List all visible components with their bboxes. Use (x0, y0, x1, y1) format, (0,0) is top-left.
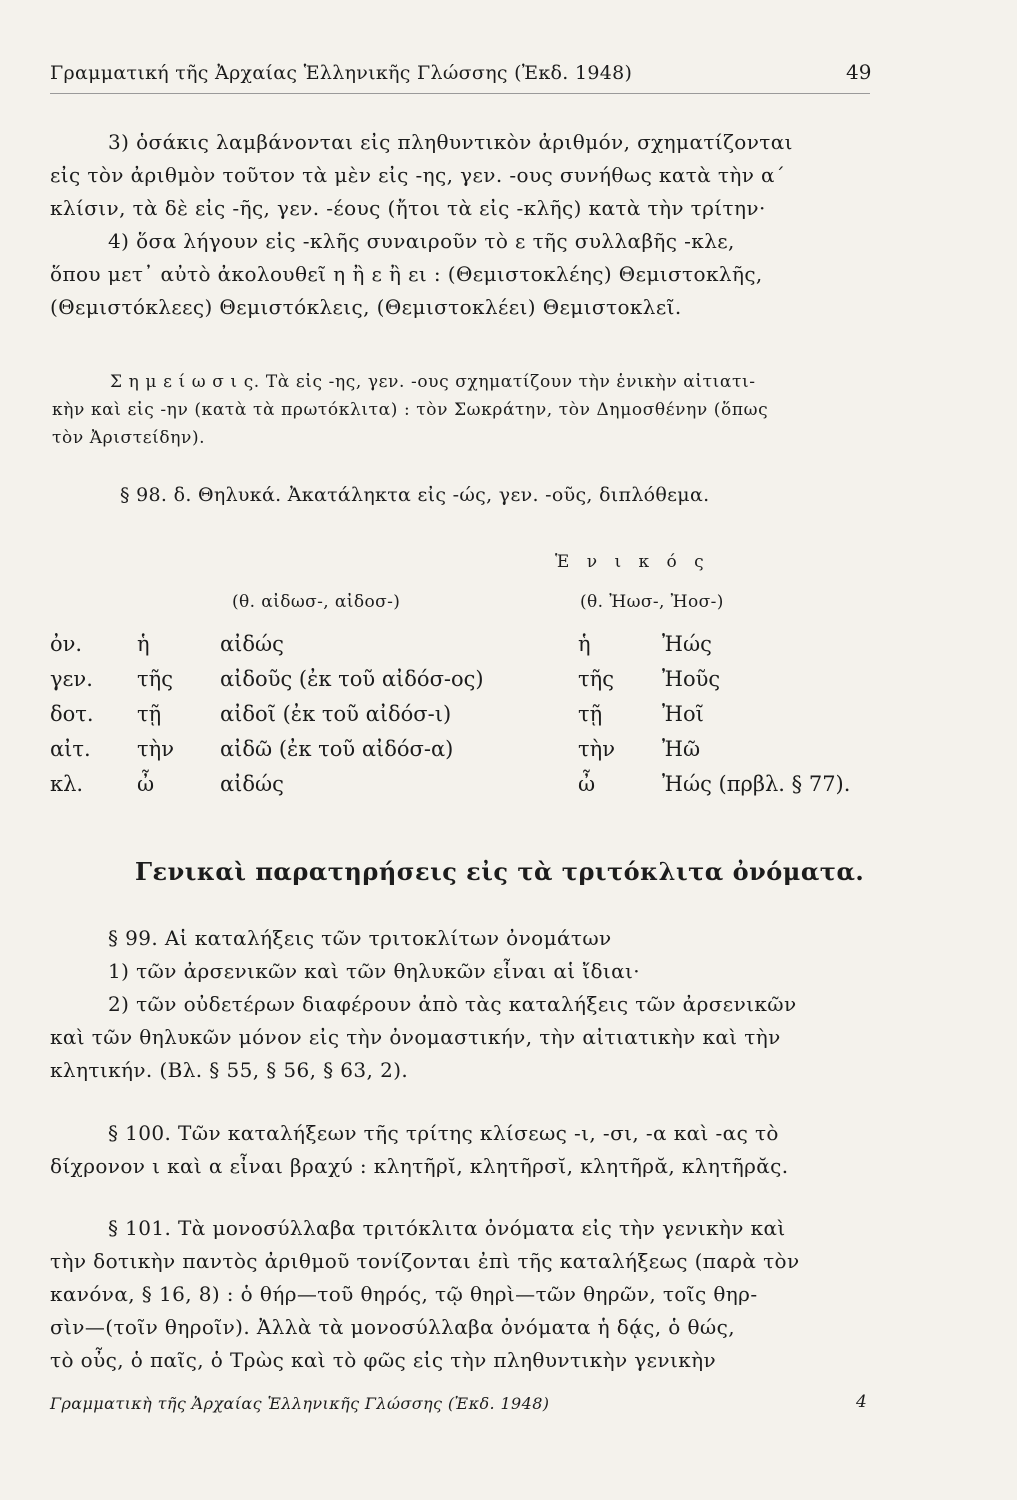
article: ὦ (578, 772, 596, 796)
text-line: δίχρονον ι καὶ α εἶναι βραχύ : κλητῆρῐ, κλητῆρσῐ, κλητῆρᾰ, κλητῆρᾰς. (50, 1154, 789, 1178)
stem-right: (θ. Ἠωσ-, Ἠοσ-) (580, 592, 724, 612)
form: αἰδοῖ (ἐκ τοῦ αἰδόσ-ι) (220, 702, 452, 726)
form: Ἠοῦς (662, 667, 721, 691)
case-label: γεν. (50, 667, 93, 691)
header-rule (50, 93, 870, 94)
declension-table (50, 632, 890, 807)
case-label: δοτ. (50, 702, 94, 726)
text-line: § 99. Αἱ καταλήξεις τῶν τριτοκλίτων ὀνομάτων (108, 926, 612, 950)
text-line: 3) ὁσάκις λαμβάνονται εἰς πληθυντικὸν ἀριθμόν, σχηματίζονται (108, 130, 793, 154)
page-number: 49 (846, 60, 872, 84)
footer-title: Γραμματικὴ τῆς Ἀρχαίας Ἑλληνικῆς Γλώσσης (Ἐκδ. 1948) (50, 1394, 550, 1413)
text-line: 1) τῶν ἀρσενικῶν καὶ τῶν θηλυκῶν εἶναι αἱ ἴδιαι· (108, 959, 641, 983)
running-header: Γραμματική τῆς Ἀρχαίας Ἑλληνικῆς Γλώσσης (Ἐκδ. 1948) (50, 62, 633, 84)
table-row (50, 667, 890, 702)
table-row (50, 632, 890, 667)
text-line: § 101. Τὰ μονοσύλλαβα τριτόκλιτα ὀνόματα εἰς τὴν γενικὴν καὶ (108, 1216, 786, 1240)
table-row (50, 702, 890, 737)
form: αἰδοῦς (ἐκ τοῦ αἰδόσ-ος) (220, 667, 484, 691)
section-98-title: § 98. δ. Θηλυκά. Ἀκατάληκτα εἰς -ώς, γεν. -οῦς, διπλόθεμα. (120, 484, 710, 506)
form: Ἠοῖ (662, 702, 704, 726)
form: αἰδῶ (ἐκ τοῦ αἰδόσ-α) (220, 737, 454, 761)
text-line: ὅπου μετ᾽ αὐτὸ ἀκολουθεῖ η ἢ ε ἢ ει : (Θεμιστοκλέης) Θεμιστοκλῆς, (50, 262, 763, 286)
text-line: κλητικήν. (Βλ. § 55, § 56, § 63, 2). (50, 1058, 409, 1082)
form: Ἠῶ (662, 737, 701, 761)
text-line: κανόνα, § 16, 8) : ὁ θήρ—τοῦ θηρός, τῷ θηρὶ—τῶν θηρῶν, τοῖς θηρ- (50, 1282, 758, 1306)
case-label: αἰτ. (50, 737, 91, 761)
article: ὦ (137, 772, 155, 796)
sheet-number: 4 (856, 1392, 867, 1412)
note-line: κὴν καὶ εἰς -ην (κατὰ τὰ πρωτόκλιτα) : τὸν Σωκράτην, τὸν Δημοσθένην (ὅπως (52, 400, 769, 420)
article: ἡ (137, 632, 150, 656)
note-line: Σ η μ ε ί ω σ ι ς. Τὰ εἰς -ης, γεν. -ους σχηματίζουν τὴν ἑνικὴν αἰτιατι- (110, 372, 756, 392)
text-line: σὶν—(τοῖν θηροῖν). Ἀλλὰ τὰ μονοσύλλαβα ὀνόματα ἡ δᾴς, ὁ θώς, (50, 1315, 735, 1339)
case-label: κλ. (50, 772, 84, 796)
article: τῇ (578, 702, 603, 726)
article: τὴν (578, 737, 615, 761)
section-100 (50, 1117, 880, 1183)
article: τῆς (578, 667, 614, 691)
table-row (50, 772, 890, 807)
note-line: τὸν Ἀριστείδην). (52, 428, 206, 448)
note-paragraph (52, 368, 882, 452)
form: αἰδώς (220, 632, 284, 656)
article: τῆς (137, 667, 173, 691)
text-line: (Θεμιστόκλεες) Θεμιστόκλεις, (Θεμιστοκλέει) Θεμιστοκλεῖ. (50, 295, 682, 319)
paragraph-3-4 (50, 126, 880, 324)
article: τὴν (137, 737, 174, 761)
section-101 (50, 1212, 880, 1377)
text-line: καὶ τῶν θηλυκῶν μόνον εἰς τὴν ὀνομαστικήν, τὴν αἰτιατικὴν καὶ τὴν (50, 1025, 781, 1049)
form: Ἠώς (πρβλ. § 77). (662, 772, 851, 796)
form: Ἠώς (662, 632, 712, 656)
case-label: ὀν. (50, 632, 83, 656)
text-line: τὸ οὖς, ὁ παῖς, ὁ Τρὼς καὶ τὸ φῶς εἰς τὴν πληθυντικὴν γενικὴν (50, 1348, 717, 1372)
table-row (50, 737, 890, 772)
stem-left: (θ. αἰδωσ-, αἰδοσ-) (232, 592, 401, 612)
article: ἡ (578, 632, 591, 656)
section-99 (50, 922, 880, 1087)
text-line: εἰς τὸν ἀριθμὸν τοῦτον τὰ μὲν εἰς -ης, γεν. -ους συνήθως κατὰ τὴν α΄ (50, 163, 786, 187)
text-line: κλίσιν, τὰ δὲ εἰς -ῆς, γεν. -έους (ἤτοι τὰ εἰς -κλῆς) κατὰ τὴν τρίτην· (50, 196, 766, 220)
text-line: § 100. Τῶν καταλήξεων τῆς τρίτης κλίσεως -ι, -σι, -α καὶ -ας τὸ (108, 1121, 779, 1145)
singular-heading: Ἑ ν ι κ ό ς (555, 552, 710, 572)
text-line: 2) τῶν οὐδετέρων διαφέρουν ἀπὸ τὰς καταλήξεις τῶν ἀρσενικῶν (108, 992, 797, 1016)
article: τῇ (137, 702, 162, 726)
form: αἰδώς (220, 772, 284, 796)
section-heading: Γενικαὶ παρατηρήσεις εἰς τὰ τριτόκλιτα ὀνόματα. (135, 857, 865, 886)
text-line: τὴν δοτικὴν παντὸς ἀριθμοῦ τονίζονται ἐπὶ τῆς καταλήξεως (παρὰ τὸν (50, 1249, 800, 1273)
text-line: 4) ὅσα λήγουν εἰς -κλῆς συναιροῦν τὸ ε τῆς συλλαβῆς -κλε, (108, 229, 735, 253)
